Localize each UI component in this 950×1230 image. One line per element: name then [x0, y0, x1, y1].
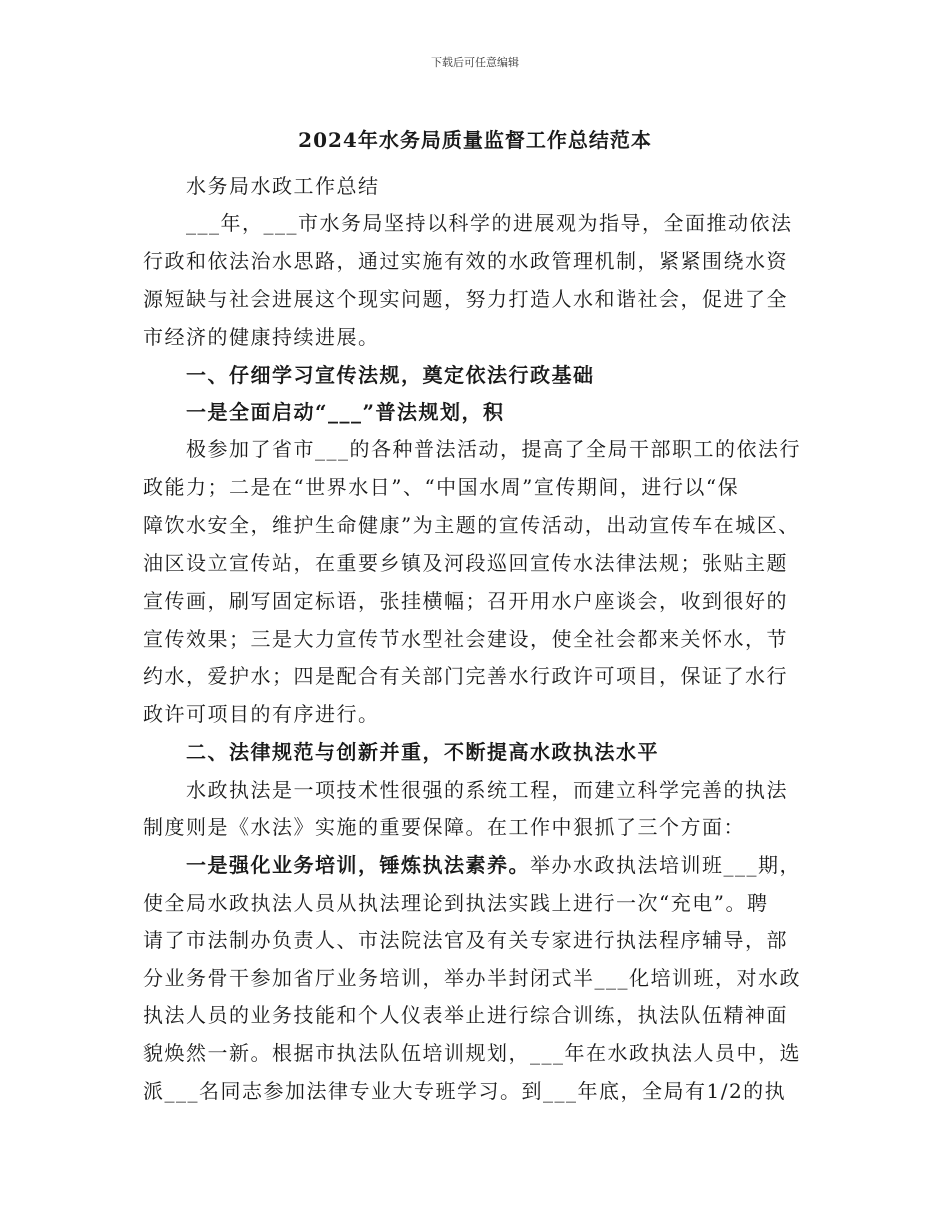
- section-heading-1: 一、仔细学习宣传法规，奠定依法行政基础: [186, 363, 595, 387]
- paragraph-line: 貌焕然一新。根据市执法队伍培训规划，___年在水政执法人员中，选: [143, 1041, 801, 1065]
- subtitle-line: 水务局水政工作总结: [186, 174, 380, 198]
- paragraph-line: 宣传效果；三是大力宣传节水型社会建设，使全社会都来关怀水，节: [143, 627, 788, 651]
- paragraph-line: 派___名同志参加法律专业大专班学习。到___年底，全局有1/2的执: [143, 1079, 787, 1103]
- paragraph-line: 分业务骨干参加省厅业务培训，举办半封闭式半___化培训班，对水政: [143, 966, 801, 990]
- section-heading-2: 二、法律规范与创新并重，不断提高水政执法水平: [186, 740, 659, 764]
- paragraph-line: 油区设立宣传站，在重要乡镇及河段巡回宣传水法律法规；张贴主题: [143, 551, 788, 575]
- paragraph-line: 制度则是《水法》实施的重要保障。在工作中狠抓了三个方面：: [143, 815, 745, 839]
- paragraph-line: 约水，爱护水；四是配合有关部门完善水行政许可项目，保证了水行: [143, 664, 788, 688]
- paragraph-line: 政许可项目的有序进行。: [143, 702, 380, 726]
- document-title: 2024年水务局质量监督工作总结范本: [298, 128, 652, 152]
- paragraph-line: 政能力；二是在“世界水日”、“中国水周”宣传期间，进行以“保: [143, 475, 740, 499]
- paragraph-line: 请了市法制办负责人、市法院法官及有关专家进行执法程序辅导，部: [143, 928, 788, 952]
- paragraph-line: 使全局水政执法人员从执法理论到执法实践上进行一次“充电”。聘: [143, 891, 769, 915]
- paragraph-line: 宣传画，刷写固定标语，张挂横幅；召开用水户座谈会，收到很好的: [143, 589, 788, 613]
- paragraph-line: 极参加了省市___的各种普法活动，提高了全局干部职工的依法行: [186, 437, 801, 461]
- paragraph-line: 执法人员的业务技能和个人仪表举止进行综合训练，执法队伍精神面: [143, 1003, 788, 1027]
- paragraph-line: [186, 850, 813, 880]
- paragraph-line: 行政和依法治水思路，通过实施有效的水政管理机制，紧紧围绕水资: [143, 249, 788, 273]
- paragraph-line: 障饮水安全，维护生命健康”为主题的宣传活动，出动宣传车在城区、: [143, 513, 800, 537]
- subsection-heading: 一是全面启动“___”普法规划，积: [186, 400, 505, 424]
- paragraph-line: 源短缺与社会进展这个现实问题，努力打造人水和谐社会，促进了全: [143, 287, 788, 311]
- paragraph-line: 水政执法是一项技术性很强的系统工程，而建立科学完善的执法: [186, 778, 788, 802]
- paragraph-line: 市经济的健康持续进展。: [143, 325, 380, 349]
- paragraph-line: ___年，___市水务局坚持以科学的进展观为指导，全面推动依法: [186, 211, 793, 235]
- bold-lead-text: 一是强化业务培训，锤炼执法素养。: [186, 853, 530, 877]
- header-note: 下载后可任意编辑: [431, 56, 519, 69]
- lead-continuation: 举办水政执法培训班___期，: [530, 853, 801, 877]
